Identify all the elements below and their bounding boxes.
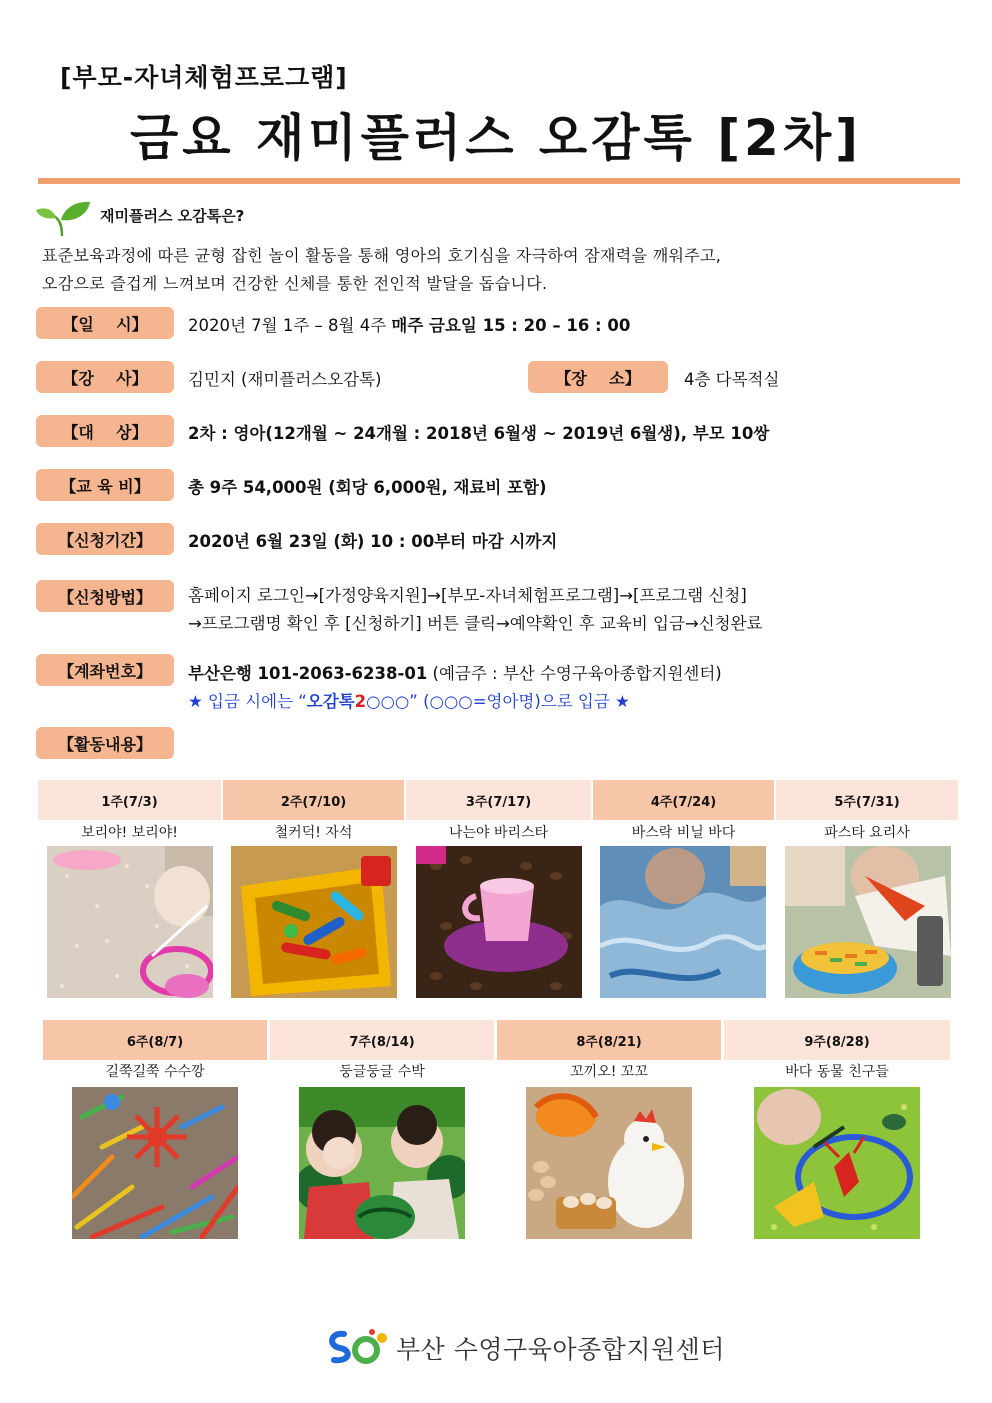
account-value	[188, 660, 722, 684]
method-label: 【신청방법】	[36, 580, 174, 612]
method-line-2: →프로그램명 확인 후 [신청하기] 버튼 클릭→예약확인 후 교육비 입금→신청완료	[188, 614, 763, 633]
week-8-header: 8주(8/21)	[497, 1020, 721, 1060]
date-value	[188, 312, 630, 336]
week-8-activity: 꼬끼오! 꼬꼬	[570, 1064, 648, 1080]
week-4-activity: 바스락 비닐 바다	[631, 825, 736, 841]
target-label: 【대 상】	[36, 415, 174, 447]
week-3-activity: 나는야 바리스타	[448, 825, 549, 841]
week-3-header: 3주(7/17)	[406, 780, 591, 820]
center-name: 부산 수영구육아종합지원센터	[396, 1335, 725, 1364]
place-label: 【장 소】	[528, 361, 668, 393]
week-6-header: 6주(8/7)	[43, 1020, 267, 1060]
period-label: 【신청기간】	[36, 523, 174, 555]
week-4-header: 4주(7/24)	[593, 780, 774, 820]
barley-play-photo	[47, 846, 213, 998]
coffee-bean-play-photo	[416, 846, 582, 998]
sorghum-stick-play-photo	[72, 1087, 238, 1239]
account-label: 【계좌번호】	[36, 654, 174, 686]
week-7-header: 7주(8/14)	[270, 1020, 494, 1060]
pasta-play-photo	[785, 846, 951, 998]
date-range: 2020년 7월 1주 – 8월 4주	[188, 316, 392, 335]
week-5-header: 5주(7/31)	[776, 780, 958, 820]
date-label: 【일 시】	[36, 307, 174, 339]
week-7-activity: 둥글둥글 수박	[339, 1064, 425, 1080]
magnet-play-photo	[231, 846, 397, 998]
sprout-icon	[34, 198, 92, 238]
watermelon-play-photo	[299, 1087, 465, 1239]
activity-label: 【활동내용】	[36, 727, 174, 759]
chicken-play-photo	[526, 1087, 692, 1239]
period-value: 2020년 6월 23일 (화) 10 : 00부터 마감 시까지	[188, 532, 558, 551]
intro-description-line-1: 표준보육과정에 따른 균형 잡힌 놀이 활동을 통해 영아의 호기심을 자극하여 잠재력을 깨워주고,	[42, 246, 722, 265]
week-9-header: 9주(8/28)	[724, 1020, 950, 1060]
place-value: 4층 다목적실	[684, 370, 780, 389]
intro-description-line-2: 오감으로 즐겁게 느껴보며 건강한 신체를 통한 전인적 발달을 돕습니다.	[42, 274, 548, 293]
vinyl-sea-play-photo	[600, 846, 766, 998]
intro-heading: 재미플러스 오감톡은?	[100, 207, 245, 225]
title-divider	[38, 178, 960, 184]
week-5-activity: 파스타 요리사	[824, 825, 910, 841]
sea-animal-play-photo	[754, 1087, 920, 1239]
teacher-label: 【강 사】	[36, 361, 174, 393]
fee-label: 【교 육 비】	[36, 469, 174, 501]
week-1-activity: 보리야! 보리야!	[81, 825, 178, 841]
deposit-note: ★ 입금 시에는 “오감톡2○○○” (○○○=영아명)으로 입금 ★	[188, 692, 630, 711]
method-line-1: 홈페이지 로그인→[가정양육지원]→[부모-자녀체험프로그램]→[프로그램 신청]	[188, 586, 747, 605]
week-9-activity: 바다 동물 친구들	[785, 1064, 889, 1080]
fee-value: 총 9주 54,000원 (회당 6,000원, 재료비 포함)	[188, 478, 547, 497]
account-number: 부산은행 101-2063-6238-01	[188, 664, 428, 683]
target-value: 2차 : 영아(12개월 ~ 24개월 : 2018년 6월생 ~ 2019년 6월생), 부모 10쌍	[188, 424, 770, 443]
week-6-activity: 길쭉길쭉 수수깡	[105, 1064, 205, 1080]
week-2-activity: 철커덕! 자석	[274, 825, 353, 841]
page-title: 금요 재미플러스 오감톡 [2차]	[129, 109, 862, 167]
date-time: 매주 금요일 15 : 20 – 16 : 00	[391, 316, 631, 335]
week-2-header: 2주(7/10)	[223, 780, 404, 820]
account-holder: (예금주 : 부산 수영구육아종합지원센터)	[427, 664, 722, 683]
week-1-header: 1주(7/3)	[38, 780, 221, 820]
program-category: [부모-자녀체험프로그램]	[60, 63, 348, 92]
teacher-value: 김민지 (재미플러스오감톡)	[188, 370, 382, 389]
center-logo-icon	[326, 1326, 392, 1366]
